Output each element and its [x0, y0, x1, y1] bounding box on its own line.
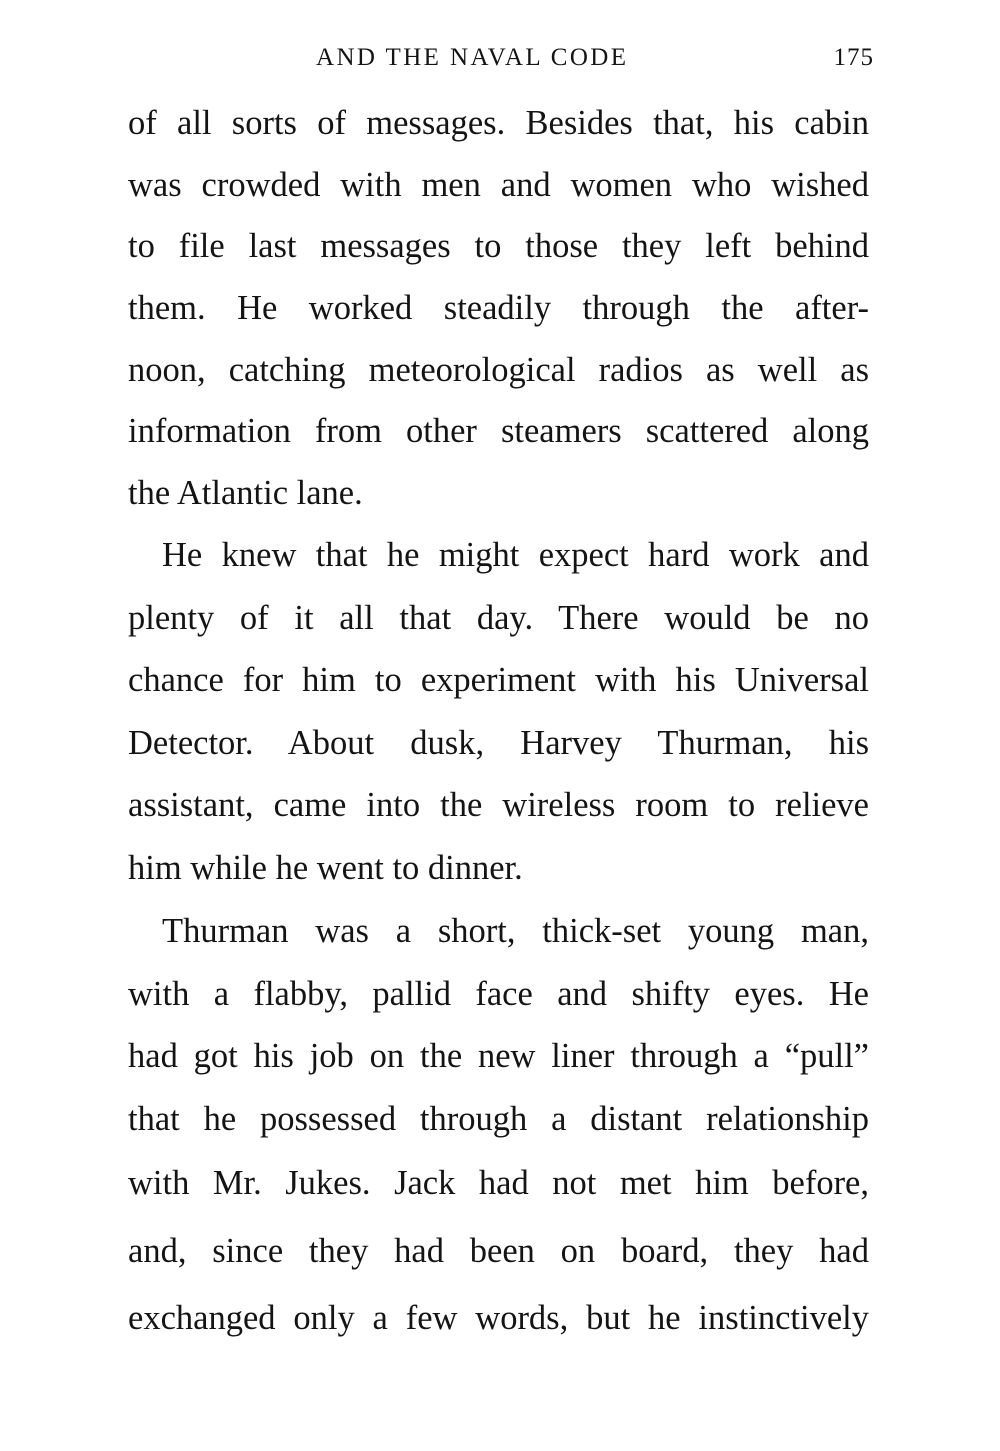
- text-line: to file last messages to those they left behind: [128, 227, 869, 265]
- text-line: had got his job on the new liner through a “pull”: [128, 1037, 869, 1075]
- text-line: and, since they had been on board, they had: [128, 1232, 869, 1270]
- paragraph-first-line: Thurman was a short, thick-set young man,: [162, 912, 869, 950]
- text-line: him while he went to dinner.: [128, 849, 523, 887]
- text-line: with Mr. Jukes. Jack had not met him before,: [128, 1164, 869, 1202]
- text-line: noon, catching meteorological radios as well as: [128, 351, 869, 389]
- text-line: assistant, came into the wireless room to relieve: [128, 786, 869, 824]
- running-title: AND THE NAVAL CODE: [316, 44, 629, 71]
- text-line: chance for him to experiment with his Universal: [128, 661, 869, 699]
- paragraph-first-line: He knew that he might expect hard work and: [162, 536, 869, 574]
- text-line: Detector. About dusk, Harvey Thurman, his: [128, 724, 869, 762]
- text-line: the Atlantic lane.: [128, 474, 363, 512]
- text-line: was crowded with men and women who wished: [128, 166, 869, 204]
- text-line: with a flabby, pallid face and shifty eyes. He: [128, 975, 869, 1013]
- text-line: of all sorts of messages. Besides that, his cabin: [128, 104, 869, 142]
- text-line: that he possessed through a distant relationship: [128, 1100, 869, 1138]
- running-head: [128, 44, 874, 78]
- text-line: exchanged only a few words, but he instinctively: [128, 1299, 869, 1337]
- text-line: them. He worked steadily through the after-: [128, 289, 869, 327]
- page-number: 175: [833, 44, 874, 71]
- text-line: plenty of it all that day. There would be no: [128, 599, 869, 637]
- text-line: information from other steamers scattered along: [128, 412, 869, 450]
